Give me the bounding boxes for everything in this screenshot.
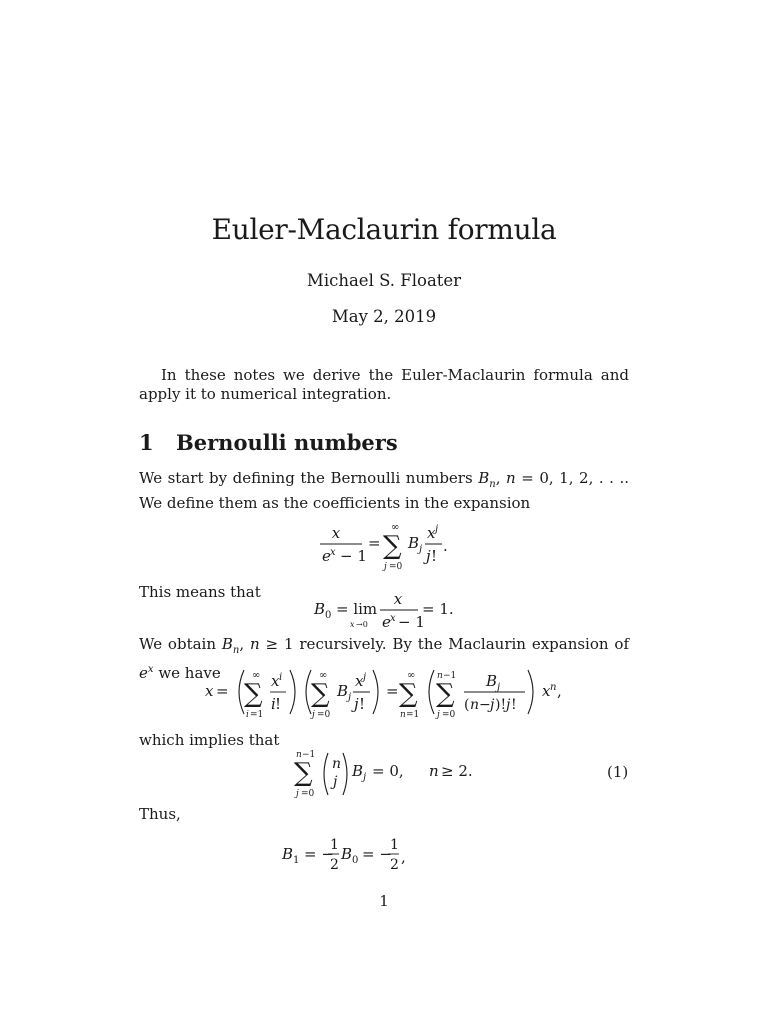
svg-text:j: j (490, 697, 495, 713)
svg-text:j: j (354, 695, 359, 713)
svg-text:(: ( (464, 697, 470, 713)
svg-text:=0: =0 (301, 789, 315, 799)
svg-text:j: j (333, 774, 338, 790)
svg-text:∑: ∑ (399, 679, 418, 709)
svg-text:n: n (550, 682, 557, 693)
svg-text:∑: ∑ (383, 531, 402, 561)
section-title: Bernoulli numbers (176, 430, 398, 455)
svg-text:!: ! (359, 695, 366, 713)
svg-text:−1: −1 (443, 671, 457, 681)
svg-text:∞: ∞ (407, 670, 416, 681)
paragraph-implies: which implies that (139, 731, 280, 749)
svg-text:∑: ∑ (244, 679, 263, 709)
svg-text:∑: ∑ (436, 679, 455, 709)
svg-text:n: n (296, 750, 302, 760)
svg-text:j: j (426, 547, 431, 565)
svg-text:B: B (337, 682, 349, 700)
svg-text:j: j (437, 710, 440, 720)
svg-text:!: ! (275, 695, 282, 713)
svg-text:.: . (443, 537, 448, 555)
equation-binomial-recurrence (290, 745, 490, 801)
svg-text:1: 1 (330, 837, 339, 853)
paper-date: May 2, 2019 (331, 307, 437, 326)
svg-text:2: 2 (330, 857, 339, 873)
svg-text:− 1: − 1 (340, 547, 367, 565)
svg-text:x: x (542, 682, 551, 700)
svg-text:1: 1 (293, 855, 300, 866)
svg-text:j: j (363, 672, 367, 683)
svg-text:B: B (282, 845, 294, 863)
page-number: 1 (379, 892, 389, 910)
svg-text:,: , (401, 848, 406, 866)
svg-text:e: e (322, 547, 331, 565)
svg-text:j: j (363, 772, 367, 783)
svg-text:∞: ∞ (252, 670, 261, 681)
paragraph-recursive: We obtain $B_n$, n ≥ 1 recursively. By the Maclaurin expansion of $e^x$ we have (139, 635, 629, 682)
svg-text:=: = (386, 682, 399, 700)
svg-text:j: j (384, 562, 387, 572)
svg-text:B: B (341, 845, 353, 863)
svg-text:x: x (427, 524, 436, 542)
svg-text:= −: = − (304, 845, 334, 863)
paragraph-text: We start by defining the Bernoulli numbers (139, 469, 473, 487)
svg-text:B: B (352, 762, 364, 780)
paragraph-text: We obtain (139, 635, 216, 653)
svg-text:=1: =1 (406, 710, 420, 720)
svg-text:!: ! (511, 697, 517, 713)
svg-text:i: i (271, 695, 276, 713)
svg-text:=0: =0 (442, 710, 456, 720)
equation-b1 (280, 830, 420, 874)
section-number: 1 (139, 430, 154, 455)
svg-text:x: x (330, 547, 336, 558)
svg-text:,: , (557, 682, 562, 700)
svg-text:1: 1 (390, 837, 399, 853)
paper-title: Euler-Maclaurin formula (211, 213, 557, 246)
paragraph-definition: We start by defining the Bernoulli numbers $B_n$, n = 0, 1, 2, . . .. We define them as the coefficients in the expansion (139, 469, 629, 512)
svg-text:j: j (296, 789, 299, 799)
svg-text:∞: ∞ (319, 670, 328, 681)
svg-text:0: 0 (325, 610, 332, 621)
svg-text:x: x (271, 672, 280, 690)
svg-text:=: = (368, 534, 381, 552)
paragraph-text: We define them as the coefficients in the expansion (139, 494, 531, 512)
svg-text:n: n (437, 671, 443, 681)
svg-text:x: x (393, 590, 403, 608)
svg-text:j: j (419, 544, 423, 555)
svg-text:n: n (429, 762, 439, 780)
svg-text:= lim: = lim (336, 600, 378, 618)
svg-text:≥ 2.: ≥ 2. (441, 762, 473, 780)
svg-text:j: j (435, 524, 439, 535)
svg-text:n: n (470, 697, 480, 713)
svg-text:x: x (331, 524, 341, 542)
svg-text:∞: ∞ (391, 522, 400, 533)
equation-number: (1) (607, 763, 629, 781)
author-name: Michael S. Floater (306, 271, 462, 290)
svg-text:B: B (314, 600, 326, 618)
svg-text:− 1: − 1 (398, 613, 425, 630)
paragraph-text: recursively. By the Maclaurin expansion of (299, 635, 629, 653)
svg-text:n: n (332, 756, 342, 772)
paragraph-text: we have (158, 664, 221, 682)
equation-b0-limit (312, 590, 472, 630)
svg-text:−: − (479, 697, 491, 713)
svg-text:∑: ∑ (311, 679, 330, 709)
svg-text:x: x (350, 620, 355, 629)
svg-text:!: ! (431, 547, 438, 565)
svg-text:= 1.: = 1. (422, 600, 454, 618)
svg-text:B: B (408, 534, 420, 552)
svg-text:)!: )! (495, 697, 507, 713)
equation-maclaurin-product (200, 662, 570, 722)
paragraph-thus: Thus, (139, 805, 181, 823)
abstract: In these notes we derive the Euler-Maclaurin formula and apply it to numerical integration. (139, 366, 629, 403)
section-heading (139, 429, 398, 457)
svg-text:2: 2 (390, 857, 399, 873)
svg-text:e: e (382, 613, 391, 630)
paragraph-this-means: This means that (139, 583, 261, 601)
svg-text:j: j (348, 692, 352, 703)
svg-text:=0: =0 (317, 710, 331, 720)
svg-text:B: B (486, 672, 498, 690)
svg-text:=1: =1 (250, 710, 264, 720)
svg-text:= −: = − (362, 845, 392, 863)
svg-text:=0: =0 (389, 562, 403, 572)
svg-text:x: x (355, 672, 364, 690)
svg-text:= 0,: = 0, (372, 762, 404, 780)
svg-text:∑: ∑ (294, 758, 313, 788)
svg-text:i: i (246, 710, 249, 720)
svg-text:0: 0 (352, 855, 359, 866)
svg-text:j: j (506, 697, 511, 713)
equation-generating-function (300, 516, 460, 572)
svg-text:i: i (279, 672, 283, 683)
svg-text:x: x (390, 613, 396, 624)
svg-text:n: n (400, 710, 406, 720)
svg-text:→0: →0 (356, 620, 368, 629)
svg-text:=: = (216, 682, 229, 700)
svg-text:−1: −1 (302, 750, 316, 760)
svg-text:j: j (497, 682, 501, 693)
svg-text:j: j (312, 710, 315, 720)
svg-text:x: x (205, 682, 214, 700)
